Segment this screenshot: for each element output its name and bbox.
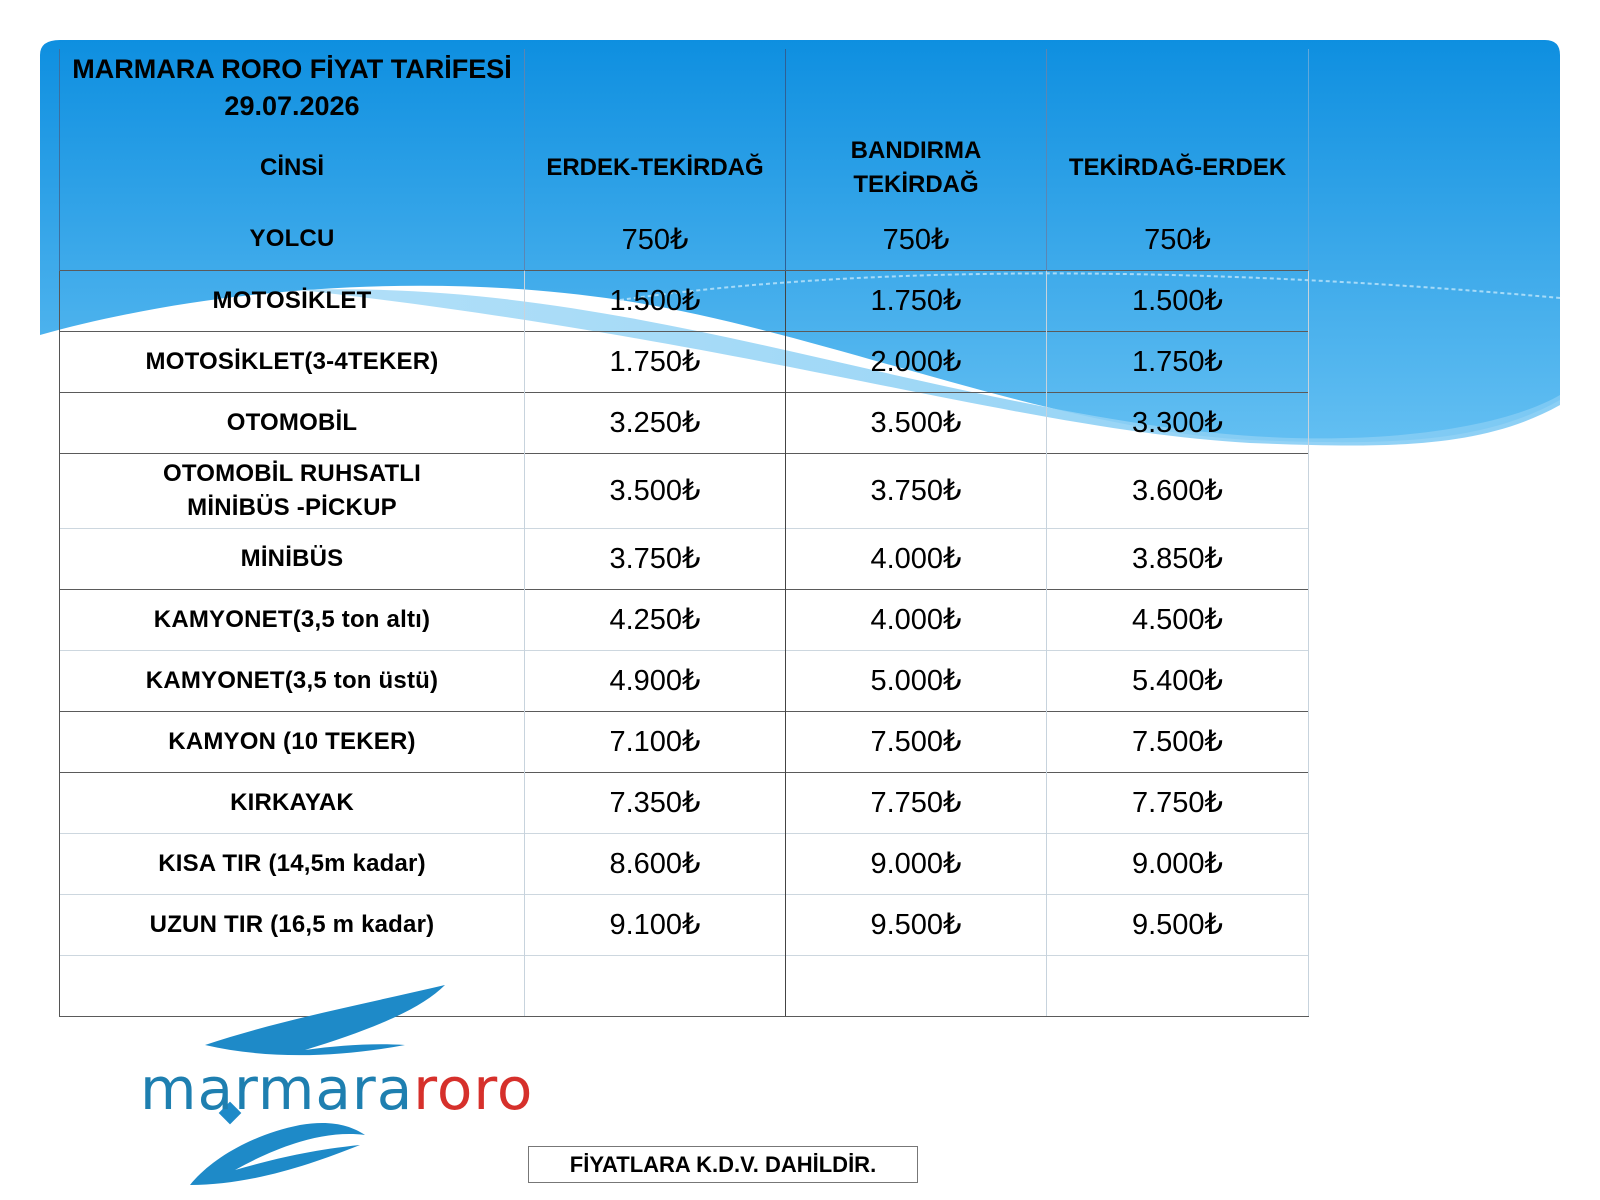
table-row <box>60 833 1309 894</box>
tariff-date: 29.07.2026 <box>224 91 360 121</box>
price-cell: 3.500₺ <box>525 453 786 528</box>
price-cell: 4.250₺ <box>525 589 786 650</box>
logo-text-roro: roro <box>413 1055 534 1123</box>
row-label: MİNİBÜS <box>60 528 525 589</box>
price-table <box>59 49 1309 1017</box>
price-cell: 1.750₺ <box>525 331 786 392</box>
price-cell: 750₺ <box>1047 209 1309 270</box>
price-cell: 9.500₺ <box>786 894 1047 955</box>
price-cell: 9.500₺ <box>1047 894 1309 955</box>
title-empty-cell <box>1047 49 1309 127</box>
logo-text <box>140 1055 533 1123</box>
tariff-title <box>60 49 525 127</box>
price-cell: 9.000₺ <box>786 833 1047 894</box>
price-cell: 750₺ <box>786 209 1047 270</box>
table-row <box>60 453 1309 528</box>
price-cell: 5.400₺ <box>1047 650 1309 711</box>
price-cell: 1.500₺ <box>1047 270 1309 331</box>
price-cell: 1.500₺ <box>525 270 786 331</box>
row-label: OTOMOBİL <box>60 392 525 453</box>
table-row <box>60 270 1309 331</box>
table-row <box>60 589 1309 650</box>
price-cell: 3.850₺ <box>1047 528 1309 589</box>
header-type: CİNSİ <box>60 127 525 209</box>
header-route-bandirma-tekirdag <box>786 127 1047 209</box>
price-cell: 7.750₺ <box>1047 772 1309 833</box>
row-label-line1: OTOMOBİL RUHSATLI <box>162 459 422 487</box>
row-label: UZUN TIR (16,5 m kadar) <box>60 894 525 955</box>
row-label: KAMYONET(3,5 ton altı) <box>60 589 525 650</box>
table-row <box>60 711 1309 772</box>
header-route2-line1: BANDIRMA <box>850 137 982 164</box>
empty-cell <box>1047 955 1309 1016</box>
tariff-title-line1: MARMARA RORO FİYAT TARİFESİ <box>72 54 512 84</box>
table-row <box>60 331 1309 392</box>
price-cell: 3.300₺ <box>1047 392 1309 453</box>
price-cell: 9.100₺ <box>525 894 786 955</box>
price-cell: 7.500₺ <box>1047 711 1309 772</box>
header-row <box>60 127 1309 209</box>
table-row <box>60 209 1309 270</box>
table-row <box>60 772 1309 833</box>
title-row <box>60 49 1309 127</box>
price-cell: 4.900₺ <box>525 650 786 711</box>
row-label <box>60 453 525 528</box>
title-empty-cell <box>786 49 1047 127</box>
price-cell: 4.000₺ <box>786 589 1047 650</box>
price-cell: 4.500₺ <box>1047 589 1309 650</box>
price-cell: 7.100₺ <box>525 711 786 772</box>
price-cell: 4.000₺ <box>786 528 1047 589</box>
row-label: KAMYONET(3,5 ton üstü) <box>60 650 525 711</box>
price-cell: 1.750₺ <box>1047 331 1309 392</box>
header-route-tekirdag-erdek: TEKİRDAĞ-ERDEK <box>1047 127 1309 209</box>
row-label: KAMYON (10 TEKER) <box>60 711 525 772</box>
vat-included-note: FİYATLARA K.D.V. DAHİLDİR. <box>528 1146 918 1183</box>
row-label: KIRKAYAK <box>60 772 525 833</box>
row-label: MOTOSİKLET(3-4TEKER) <box>60 331 525 392</box>
table-row <box>60 650 1309 711</box>
logo-text-marmara: marmara <box>140 1055 414 1123</box>
header-route-erdek-tekirdag: ERDEK-TEKİRDAĞ <box>525 127 786 209</box>
price-cell: 5.000₺ <box>786 650 1047 711</box>
price-cell: 3.500₺ <box>786 392 1047 453</box>
price-cell: 1.750₺ <box>786 270 1047 331</box>
price-cell: 7.750₺ <box>786 772 1047 833</box>
header-route2-line2: TEKİRDAĞ <box>853 171 979 198</box>
table-row <box>60 894 1309 955</box>
empty-cell <box>525 955 786 1016</box>
price-cell: 2.000₺ <box>786 331 1047 392</box>
price-cell: 8.600₺ <box>525 833 786 894</box>
price-cell: 3.750₺ <box>786 453 1047 528</box>
empty-cell <box>786 955 1047 1016</box>
price-cell: 3.600₺ <box>1047 453 1309 528</box>
row-label: YOLCU <box>60 209 525 270</box>
price-cell: 3.750₺ <box>525 528 786 589</box>
price-cell: 7.350₺ <box>525 772 786 833</box>
row-label: MOTOSİKLET <box>60 270 525 331</box>
table-row <box>60 528 1309 589</box>
price-cell: 7.500₺ <box>786 711 1047 772</box>
row-label-line2: MİNİBÜS -PİCKUP <box>187 493 397 521</box>
price-cell: 9.000₺ <box>1047 833 1309 894</box>
price-cell: 750₺ <box>525 209 786 270</box>
title-empty-cell <box>525 49 786 127</box>
price-cell: 3.250₺ <box>525 392 786 453</box>
table-row <box>60 392 1309 453</box>
row-label: KISA TIR (14,5m kadar) <box>60 833 525 894</box>
